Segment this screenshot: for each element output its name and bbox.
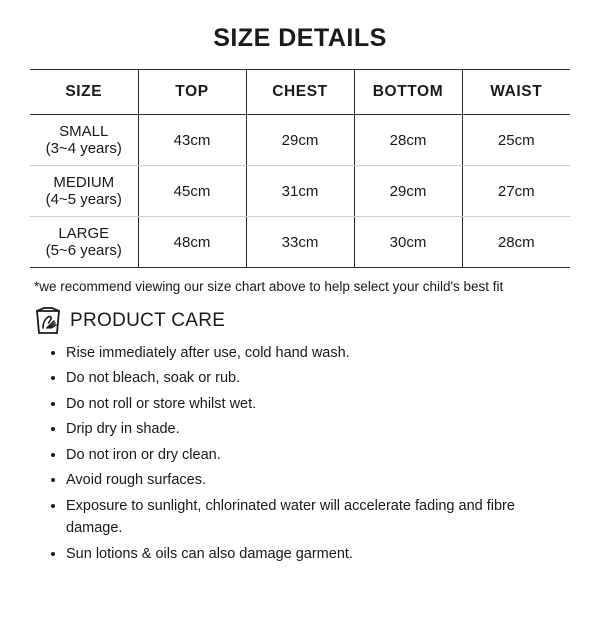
table-header <box>30 70 570 115</box>
size-details-page <box>0 24 600 624</box>
product-care-list <box>30 342 570 565</box>
size-age: (5~6 years) <box>45 242 122 259</box>
size-label: LARGE <box>58 224 110 242</box>
size-chart-table <box>30 69 570 268</box>
column-header-bottom: BOTTOM <box>354 70 462 115</box>
cell-chest: 29cm <box>246 115 354 166</box>
hand-wash-icon <box>34 306 62 336</box>
list-item: • Drip dry in shade. <box>66 418 570 440</box>
cell-bottom: 30cm <box>354 217 462 268</box>
size-age: (4~5 years) <box>45 191 122 208</box>
cell-chest: 33cm <box>246 217 354 268</box>
list-item: • Do not roll or store whilst wet. <box>66 393 570 415</box>
size-chart-note: *we recommend viewing our size chart above to help select your child's best fit <box>34 279 504 294</box>
cell-chest: 31cm <box>246 166 354 217</box>
list-item: • Avoid rough surfaces. <box>66 469 570 491</box>
cell-size <box>30 217 138 268</box>
cell-bottom: 29cm <box>354 166 462 217</box>
cell-waist: 28cm <box>462 217 570 268</box>
list-item: • Do not iron or dry clean. <box>66 444 570 466</box>
table-header-row <box>30 70 570 115</box>
cell-size <box>30 166 138 217</box>
product-care-title: PRODUCT CARE <box>70 310 226 331</box>
column-header-waist: WAIST <box>462 70 570 115</box>
size-age: (3~4 years) <box>45 140 122 157</box>
size-label: SMALL <box>59 122 109 140</box>
product-care-header <box>34 306 570 336</box>
table-row <box>30 166 570 217</box>
list-item: • Rise immediately after use, cold hand wash. <box>66 342 570 364</box>
list-item: • Sun lotions & oils can also damage garment. <box>66 543 570 565</box>
cell-size <box>30 115 138 166</box>
column-header-size: SIZE <box>30 70 138 115</box>
cell-top: 43cm <box>138 115 246 166</box>
table-row <box>30 217 570 268</box>
table-row <box>30 115 570 166</box>
cell-waist: 27cm <box>462 166 570 217</box>
cell-top: 48cm <box>138 217 246 268</box>
size-label: MEDIUM <box>53 173 115 191</box>
list-item: • Exposure to sunlight, chlorinated water will accelerate fading and fibre damage. <box>66 495 570 540</box>
cell-bottom: 28cm <box>354 115 462 166</box>
cell-waist: 25cm <box>462 115 570 166</box>
cell-top: 45cm <box>138 166 246 217</box>
table-body <box>30 115 570 268</box>
list-item: • Do not bleach, soak or rub. <box>66 367 570 389</box>
page-title: SIZE DETAILS <box>213 24 387 52</box>
column-header-top: TOP <box>138 70 246 115</box>
column-header-chest: CHEST <box>246 70 354 115</box>
